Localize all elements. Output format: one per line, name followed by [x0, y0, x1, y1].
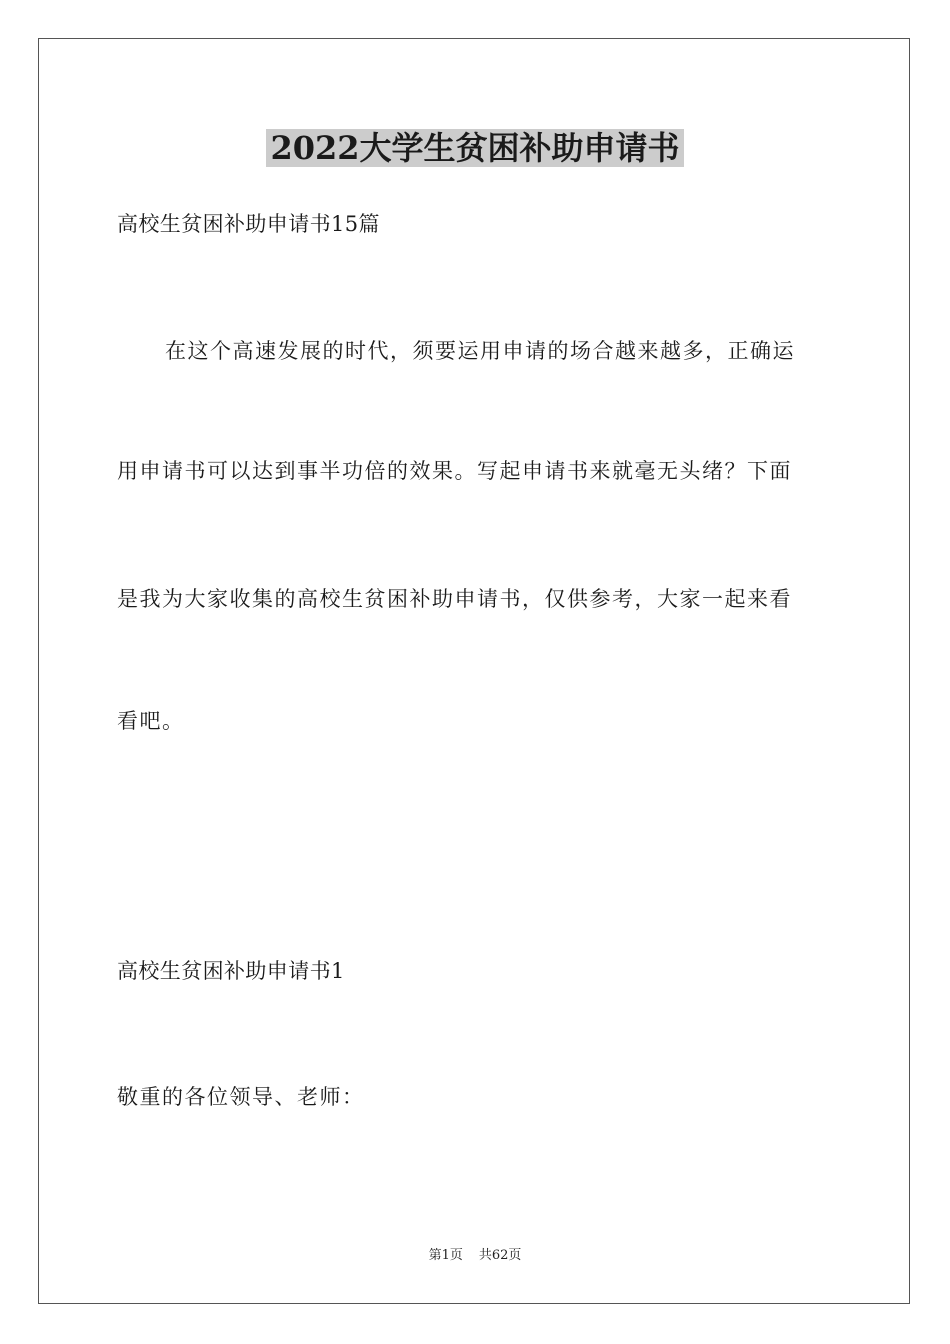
greeting-line: 敬重的各位领导、老师： [117, 1085, 365, 1109]
document-title-text: 2022大学生贫困补助申请书 [266, 129, 683, 167]
document-subtitle: 高校生贫困补助申请书15篇 [117, 212, 380, 236]
intro-line-4: 看吧。 [117, 709, 185, 733]
page-number: 第1页 [428, 1248, 463, 1263]
intro-line-1: 在这个高速发展的时代，须要运用申请的场合越来越多，正确运 [165, 339, 795, 363]
document-title [0, 124, 950, 172]
page-footer [0, 1247, 950, 1265]
intro-line-3: 是我为大家收集的高校生贫困补助申请书，仅供参考，大家一起来看 [117, 587, 792, 611]
intro-line-2: 用申请书可以达到事半功倍的效果。写起申请书来就毫无头绪？下面 [117, 459, 792, 483]
page-total: 共62页 [478, 1248, 522, 1263]
section-heading: 高校生贫困补助申请书1 [117, 959, 345, 983]
